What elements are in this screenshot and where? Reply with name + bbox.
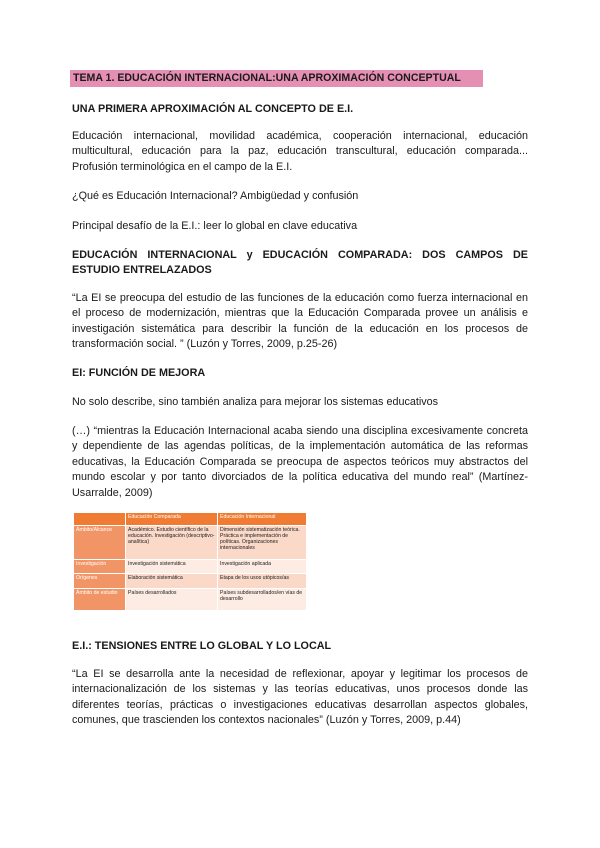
- paragraph-cita-tensiones: “La EI se desarrolla ante la necesidad de reflexionar, apoyar y legitimar los procesos de internacionalización de los sistemas y las teorías educativas, unos procesos donde las diferentes teorías, prácticas o investigaciones educativas desarrollan aspectos globales, comunes, que trascienden los contextos nacionales” (Luzón y Torres, 2009, p.44): [72, 668, 528, 727]
- table-cell: Elaboración sistemática: [126, 574, 218, 589]
- table-cell: Dimensión sistematización teórica. Práctica e implementación de políticas. Organizaciones internacionales: [218, 526, 307, 560]
- table-row-header: Investigación: [74, 560, 126, 574]
- table-row-header: Ámbito de estudio: [74, 589, 126, 611]
- paragraph-pregunta: ¿Qué es Educación Internacional? Ambigüedad y confusión: [72, 190, 359, 202]
- comparison-table: [73, 512, 307, 611]
- table-cell: Países desarrollados: [126, 589, 218, 611]
- section-heading-concepto: UNA PRIMERA APROXIMACIÓN AL CONCEPTO DE E.I.: [72, 103, 354, 115]
- section-heading-mejora: EI: FUNCIÓN DE MEJORA: [72, 367, 206, 379]
- table-cell: Académico. Estudio científico de la educación. Investigación (descriptivo-analítica): [126, 526, 218, 560]
- document-title: TEMA 1. EDUCACIÓN INTERNACIONAL:UNA APROXIMACIÓN CONCEPTUAL: [73, 72, 461, 84]
- paragraph-cita-luzon: “La EI se preocupa del estudio de las funciones de la educación como fuerza internacional en el proceso de modernización, mientras que la Educación Comparada provee un análisis e investigación sistemática para describir la función de la educación en los procesos de transformación social. ” (Luzón y Torres, 2009, p.25-26): [72, 292, 528, 351]
- table-header-cell: Educación Internacional: [218, 513, 307, 526]
- paragraph-desafio: Principal desafío de la E.I.: leer lo global en clave educativa: [72, 220, 358, 232]
- table-cell: Etapa de los usos utópicos/as: [218, 574, 307, 589]
- table-row-header: Orígenes: [74, 574, 126, 589]
- table-cell: Investigación aplicada: [218, 560, 307, 574]
- table-cell: Investigación sistemática: [126, 560, 218, 574]
- paragraph-describe: No solo describe, sino también analiza para mejorar los sistemas educativos: [72, 396, 439, 408]
- paragraph-terminologia: Educación internacional, movilidad académica, cooperación internacional, educación multicultural, educación para la paz, educación transcultural, educación comparada... Profusión terminológica en el campo de la E.I.: [72, 130, 528, 173]
- table-header-cell: Educación Comparada: [126, 513, 218, 526]
- table-row-header: Ámbito/Alcance: [74, 526, 126, 560]
- section-heading-tensiones: E.I.: TENSIONES ENTRE LO GLOBAL Y LO LOCAL: [72, 640, 332, 652]
- section-heading-campos: EDUCACIÓN INTERNACIONAL y EDUCACIÓN COMPARADA: DOS CAMPOS DE ESTUDIO ENTRELAZADOS: [72, 249, 528, 276]
- table-header-cell: [74, 513, 126, 526]
- table-cell: Países subdesarrollados/en vías de desarrollo: [218, 589, 307, 611]
- paragraph-cita-martinez: (…) “mientras la Educación Internacional acaba siendo una disciplina excesivamente concreta y dependiente de las agendas políticas, de la implementación automática de las reformas educativas, la Educación Comparada se preocupa de aspectos teóricos muy abstractos del mundo escolar y por tanto divorciados de la política educativa del mundo real” (Martínez-Usarralde, 2009): [72, 425, 528, 499]
